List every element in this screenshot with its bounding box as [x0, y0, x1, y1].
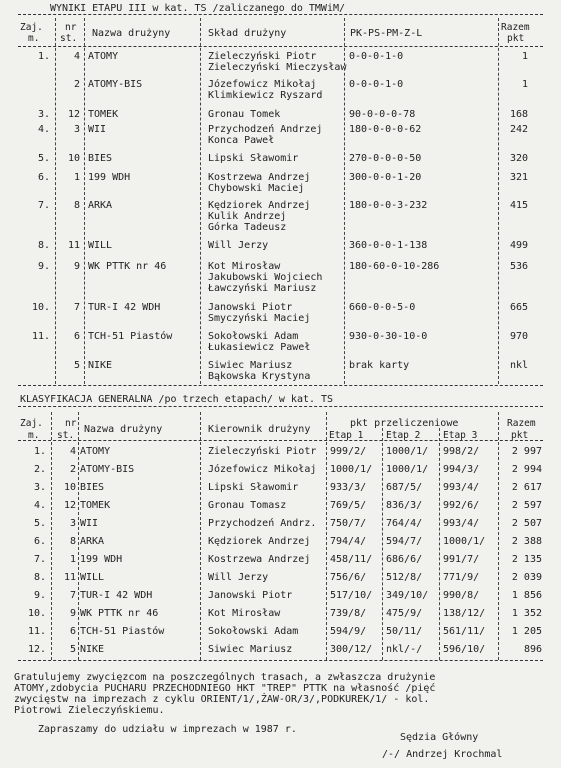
place-cell: 5.	[37, 153, 50, 164]
team-name-cell: WII	[80, 518, 99, 529]
leader-name-cell: Gronau Tomasz	[208, 500, 287, 511]
team-name-cell: TOMEK	[80, 500, 111, 511]
penalty-breakdown-cell: 300-0-0-1-20	[349, 172, 422, 183]
column-separator	[498, 18, 499, 384]
total-points-cell: 2 997	[511, 446, 542, 457]
place-cell: 1.	[37, 51, 50, 62]
header-pkt: pkt	[511, 430, 529, 441]
stage1-cell: 794/4/	[330, 536, 367, 547]
total-points-cell: 2 994	[511, 464, 542, 475]
stage1-cell: 756/6/	[330, 572, 367, 583]
footer-line: ATOMY,zdobycia PUCHARU PRZECHODNIEGO HKT "TREP" PTTK na własność /pięć	[14, 683, 436, 694]
member-name: Janowski Piotr	[208, 302, 293, 313]
team-name-cell: WILL	[88, 240, 113, 251]
start-number-cell: 5	[73, 360, 80, 371]
leader-name-cell: Lipski Sławomir	[208, 482, 299, 493]
place-cell: 4.	[37, 124, 50, 135]
team-name-cell: BIES	[80, 482, 105, 493]
start-number-cell: 11	[67, 240, 80, 251]
start-number-cell: 10	[67, 153, 80, 164]
column-separator	[55, 18, 56, 384]
total-points-cell: 665	[509, 302, 528, 313]
stage3-cell: 994/3/	[443, 464, 480, 475]
team-name-cell: WII	[88, 124, 107, 135]
column-separator	[84, 18, 85, 384]
divider	[18, 385, 543, 386]
header-leader: Kierownik drużyny	[208, 424, 311, 435]
section1-title: WYNIKI ETAPU III w kat. TS /zaliczanego do TMWiM/	[50, 3, 346, 14]
stage1-cell: 769/5/	[330, 500, 367, 511]
header-etap2: Etap 2	[386, 430, 421, 441]
team-name-cell: NIKE	[88, 360, 113, 371]
total-points-cell: 1	[521, 51, 528, 62]
start-number-cell: 9	[69, 608, 76, 619]
divider	[18, 406, 543, 407]
place-cell: 2.	[33, 464, 46, 475]
divider	[18, 440, 543, 441]
header-etap1: Etap 1	[329, 430, 364, 441]
team-name-cell: TCH-51 Piastów	[80, 626, 165, 637]
stage3-cell: 596/10/	[443, 644, 486, 655]
header-etap3: Etap 3	[443, 430, 478, 441]
divider	[18, 14, 543, 15]
total-points-cell: 2 507	[511, 518, 542, 529]
start-number-cell: 3	[73, 124, 80, 135]
judge-name: /-/ Andrzej Krochmal	[382, 749, 503, 760]
stage1-cell: 594/9/	[330, 626, 367, 637]
member-name: Łukasiewicz Paweł	[208, 342, 311, 353]
stage2-cell: 687/5/	[386, 482, 423, 493]
place-cell: 11.	[31, 331, 50, 342]
member-name: Przychodzeń Andrzej	[208, 124, 323, 135]
stage2-cell: 50/11/	[386, 626, 423, 637]
member-name: Zieleczyński Mieczysław	[208, 62, 347, 73]
leader-name-cell: Kędziorek Andrzej	[208, 536, 311, 547]
member-name: Konca Paweł	[208, 135, 275, 146]
member-name: Siwiec Mariusz	[208, 360, 293, 371]
penalty-breakdown-cell: 180-0-0-3-232	[349, 200, 428, 211]
place-cell: 9.	[37, 261, 50, 272]
divider	[18, 46, 543, 47]
start-number-cell: 10	[63, 482, 76, 493]
column-separator	[382, 428, 383, 660]
start-number-cell: 8	[69, 536, 76, 547]
place-cell: 8.	[37, 240, 50, 251]
member-name: Sokołowski Adam	[208, 331, 299, 342]
team-name-cell: WILL	[80, 572, 105, 583]
header-nr: nr	[65, 22, 77, 33]
team-name-cell: ATOMY	[88, 51, 119, 62]
member-name: Klimkiewicz Ryszard	[208, 90, 323, 101]
start-number-cell: 1	[69, 554, 76, 565]
total-points-cell: 2 135	[511, 554, 542, 565]
place-cell: 3.	[33, 482, 46, 493]
header-zaj: Zaj.	[20, 22, 43, 33]
header-m: m.	[28, 33, 40, 44]
column-separator	[326, 412, 327, 660]
header-razem: Razem	[507, 418, 536, 429]
stage3-cell: 993/4/	[443, 482, 480, 493]
column-separator	[200, 412, 201, 660]
place-cell: 10.	[31, 302, 50, 313]
total-points-cell: 320	[509, 153, 528, 164]
member-name: Kędziorek Andrzej	[208, 200, 311, 211]
penalty-breakdown-cell: 90-0-0-0-78	[349, 109, 416, 120]
team-name-cell: TCH-51 Piastów	[88, 331, 173, 342]
header-razem: Razem	[501, 22, 530, 33]
total-points-cell: 896	[523, 644, 542, 655]
start-number-cell: 12	[63, 500, 76, 511]
stage3-cell: 998/2/	[443, 446, 480, 457]
leader-name-cell: Kot Mirosław	[208, 608, 281, 619]
team-name-cell: TOMEK	[88, 109, 119, 120]
stage1-cell: 999/2/	[330, 446, 367, 457]
leader-name-cell: Janowski Piotr	[208, 590, 293, 601]
stage1-cell: 1000/1/	[330, 464, 373, 475]
leader-name-cell: Sokołowski Adam	[208, 626, 299, 637]
start-number-cell: 5	[69, 644, 76, 655]
member-name: Górka Tadeusz	[208, 222, 287, 233]
place-cell: 5.	[33, 518, 46, 529]
place-cell: 7.	[37, 200, 50, 211]
stage1-cell: 933/3/	[330, 482, 367, 493]
start-number-cell: 3	[69, 518, 76, 529]
place-cell: 6.	[37, 172, 50, 183]
member-name: Will Jerzy	[208, 240, 269, 251]
penalty-breakdown-cell: 270-0-0-0-50	[349, 153, 422, 164]
column-separator	[78, 412, 79, 660]
member-name: Kostrzewa Andrzej	[208, 172, 311, 183]
team-name-cell: TUR-I 42 WDH	[88, 302, 161, 313]
stage1-cell: 517/10/	[330, 590, 373, 601]
stage1-cell: 750/7/	[330, 518, 367, 529]
member-name: Gronau Tomek	[208, 109, 281, 120]
total-points-cell: 1	[521, 79, 528, 90]
column-separator	[344, 18, 345, 384]
total-points-cell: 321	[509, 172, 528, 183]
stage2-cell: 1000/1/	[386, 446, 429, 457]
member-name: Jakubowski Wojciech	[208, 272, 323, 283]
place-cell: 10.	[27, 608, 46, 619]
stage2-cell: 349/10/	[386, 590, 429, 601]
team-name-cell: BIES	[88, 153, 113, 164]
team-name-cell: TUR-I 42 WDH	[80, 590, 153, 601]
penalty-breakdown-cell: 180-60-0-10-286	[349, 261, 440, 272]
stage3-cell: 991/7/	[443, 554, 480, 565]
start-number-cell: 9	[73, 261, 80, 272]
header-pkt: pkt	[507, 33, 525, 44]
total-points-cell: 1 856	[511, 590, 542, 601]
stage3-cell: 561/11/	[443, 626, 486, 637]
place-cell: 6.	[33, 536, 46, 547]
total-points-cell: 242	[509, 124, 528, 135]
stage3-cell: 771/9/	[443, 572, 480, 583]
member-name: Kulik Andrzej	[208, 211, 287, 222]
total-points-cell: nkl	[509, 360, 528, 371]
team-name-cell: ATOMY	[80, 446, 111, 457]
total-points-cell: 415	[509, 200, 528, 211]
header-squad: Skład drużyny	[208, 28, 287, 39]
column-separator	[498, 412, 499, 660]
start-number-cell: 7	[69, 590, 76, 601]
penalty-breakdown-cell: 360-0-0-1-138	[349, 240, 428, 251]
stage3-cell: 993/4/	[443, 518, 480, 529]
start-number-cell: 6	[73, 331, 80, 342]
leader-name-cell: Will Jerzy	[208, 572, 269, 583]
start-number-cell: 1	[73, 172, 80, 183]
penalty-breakdown-cell: 0-0-0-1-0	[349, 51, 404, 62]
stage2-cell: 764/4/	[386, 518, 423, 529]
total-points-cell: 970	[509, 331, 528, 342]
stage2-cell: 686/6/	[386, 554, 423, 565]
start-number-cell: 12	[67, 109, 80, 120]
member-name: Smyczyński Maciej	[208, 313, 311, 324]
start-number-cell: 4	[69, 446, 76, 457]
penalty-breakdown-cell: 180-0-0-0-62	[349, 124, 422, 135]
member-name: Józefowicz Mikołaj	[208, 79, 317, 90]
team-name-cell: 199 WDH	[88, 172, 131, 183]
stage1-cell: 300/12/	[330, 644, 373, 655]
divider	[18, 660, 543, 661]
total-points-cell: 536	[509, 261, 528, 272]
team-name-cell: ARKA	[88, 200, 113, 211]
place-cell: 1.	[33, 446, 46, 457]
place-cell: 11.	[27, 626, 46, 637]
column-separator	[200, 18, 201, 384]
team-name-cell: ARKA	[80, 536, 105, 547]
start-number-cell: 6	[69, 626, 76, 637]
leader-name-cell: Kostrzewa Andrzej	[208, 554, 311, 565]
start-number-cell: 2	[73, 79, 80, 90]
member-name: Ławczyński Mariusz	[208, 283, 317, 294]
team-name-cell: ATOMY-BIS	[88, 79, 143, 90]
footer-line: Piotrowi Zieleczyńskiemu.	[14, 705, 165, 716]
penalty-breakdown-cell: 0-0-0-1-0	[349, 79, 404, 90]
place-cell: 4.	[33, 500, 46, 511]
start-number-cell: 4	[73, 51, 80, 62]
stage3-cell: 992/6/	[443, 500, 480, 511]
stage3-cell: 138/12/	[443, 608, 486, 619]
header-st: st.	[57, 430, 75, 441]
header-team: Nazwa drużyny	[84, 424, 163, 435]
judge-title: Sędzia Główny	[400, 732, 479, 743]
stage2-cell: 512/8/	[386, 572, 423, 583]
stage2-cell: nkl/-/	[386, 644, 423, 655]
member-name: Zieleczyński Piotr	[208, 51, 317, 62]
header-nr: nr	[65, 418, 77, 429]
member-name: Kot Mirosław	[208, 261, 281, 272]
footer-line: Gratulujemy zwycięzcom na poszczególnych trasach, a zwłaszcza drużynie	[14, 672, 436, 683]
penalty-breakdown-cell: 930-0-30-10-0	[349, 331, 428, 342]
team-name-cell: WK PTTK nr 46	[88, 261, 167, 272]
team-name-cell: WK PTTK nr 46	[80, 608, 159, 619]
invitation-text: Zapraszamy do udziału w imprezach w 1987 r.	[38, 724, 297, 735]
total-points-cell: 1 205	[511, 626, 542, 637]
leader-name-cell: Przychodzeń Andrz.	[208, 518, 317, 529]
place-cell: 12.	[27, 644, 46, 655]
leader-name-cell: Zieleczyński Piotr	[208, 446, 317, 457]
total-points-cell: 1 352	[511, 608, 542, 619]
stage1-cell: 739/8/	[330, 608, 367, 619]
stage2-cell: 594/7/	[386, 536, 423, 547]
start-number-cell: 8	[73, 200, 80, 211]
penalty-breakdown-cell: brak karty	[349, 360, 410, 371]
total-points-cell: 168	[509, 109, 528, 120]
leader-name-cell: Siwiec Mariusz	[208, 644, 293, 655]
header-m: m.	[28, 430, 40, 441]
stage1-cell: 458/11/	[330, 554, 373, 565]
header-team: Nazwa drużyny	[92, 28, 171, 39]
place-cell: 9.	[33, 590, 46, 601]
team-name-cell: ATOMY-BIS	[80, 464, 135, 475]
stage2-cell: 475/9/	[386, 608, 423, 619]
section2-title: KLASYFIKACJA GENERALNA /po trzech etapach/ w kat. TS	[20, 394, 334, 405]
header-st: st.	[60, 33, 78, 44]
penalty-breakdown-cell: 660-0-0-5-0	[349, 302, 416, 313]
total-points-cell: 2 039	[511, 572, 542, 583]
place-cell: 3.	[37, 109, 50, 120]
member-name: Chybowski Maciej	[208, 183, 305, 194]
stage3-cell: 990/8/	[443, 590, 480, 601]
member-name: Lipski Sławomir	[208, 153, 299, 164]
header-zaj: Zaj.	[20, 418, 43, 429]
place-cell: 8.	[33, 572, 46, 583]
stage2-cell: 836/3/	[386, 500, 423, 511]
start-number-cell: 7	[73, 302, 80, 313]
header-pk: PK-PS-PM-Z-L	[350, 28, 423, 39]
header-pkt-title: pkt przeliczeniowe	[350, 418, 459, 429]
team-name-cell: 199 WDH	[80, 554, 123, 565]
stage3-cell: 1000/1/	[443, 536, 486, 547]
team-name-cell: NIKE	[80, 644, 105, 655]
footer-line: zwycięstw na imprezach z cyklu ORIENT/1/,ŻAW-OR/3/,PODKUREK/1/ - kol.	[14, 694, 430, 705]
column-separator	[51, 412, 52, 660]
total-points-cell: 499	[509, 240, 528, 251]
total-points-cell: 2 597	[511, 500, 542, 511]
leader-name-cell: Józefowicz Mikołaj	[208, 464, 317, 475]
start-number-cell: 11	[63, 572, 76, 583]
start-number-cell: 2	[69, 464, 76, 475]
column-separator	[439, 428, 440, 660]
total-points-cell: 2 388	[511, 536, 542, 547]
place-cell: 7.	[33, 554, 46, 565]
member-name: Bąkowska Krystyna	[208, 371, 311, 382]
stage2-cell: 1000/1/	[386, 464, 429, 475]
total-points-cell: 2 617	[511, 482, 542, 493]
